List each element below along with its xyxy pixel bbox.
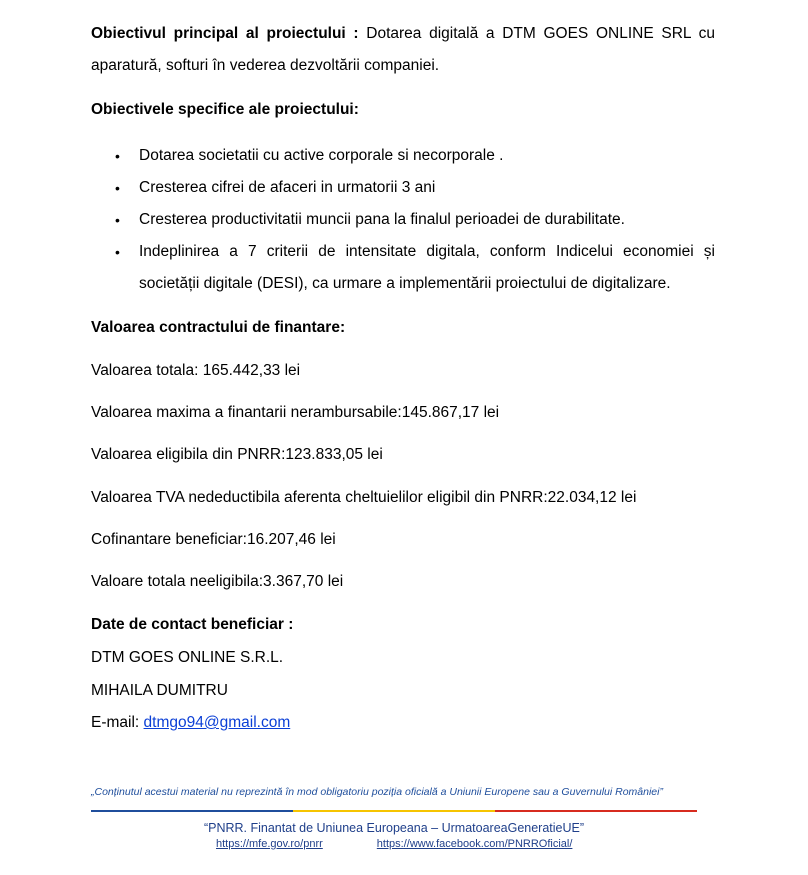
list-item <box>91 172 715 204</box>
contract-values <box>91 361 715 592</box>
email-label: E-mail: <box>91 714 144 731</box>
bullet-icon: • <box>115 180 120 196</box>
bullet-icon: • <box>115 148 120 164</box>
facebook-link[interactable]: https://www.facebook.com/PNRROficial/ <box>376 838 573 850</box>
mfe-link[interactable]: https://mfe.gov.ro/pnrr <box>216 838 323 850</box>
email-link[interactable]: dtmgo94@gmail.com <box>143 714 291 731</box>
bullet-icon: • <box>115 244 120 260</box>
main-objective-label: Obiectivul principal al proiectului : <box>91 25 359 42</box>
contract-value-heading: Valoarea contractului de finantare: <box>91 319 346 336</box>
contact-company: DTM GOES ONLINE S.R.L. <box>91 649 284 666</box>
value-total-ineligible: Valoare totala neeligibila:3.367,70 lei <box>91 573 344 590</box>
value-vat-nondeductible: Valoarea TVA nedeductibila aferenta cheltuielilor eligibil din PNRR:22.034,12 lei <box>91 489 637 506</box>
value-total: Valoarea totala: 165.442,33 lei <box>91 362 301 379</box>
bullet-icon: • <box>115 212 120 228</box>
list-item-text: Indeplinirea a 7 criterii de intensitate digitala, conform Indicelui economiei și societății digitale (DESI), ca urmare a implementării proiectului de digitalizare. <box>139 243 715 292</box>
list-item-text: Dotarea societatii cu active corporale si necorporale . <box>139 147 504 164</box>
footer-links <box>216 838 572 850</box>
list-item-text: Cresterea productivitatii muncii pana la finalul perioadei de durabilitate. <box>139 211 625 228</box>
main-objective-paragraph <box>91 18 715 82</box>
list-item-text: Cresterea cifrei de afaceri in urmatorii 3 ani <box>139 179 436 196</box>
flag-stripe-red <box>495 810 697 812</box>
specific-objectives-list <box>91 140 715 300</box>
footer-title: “PNRR. Finantat de Uniunea Europeana – UrmatoareaGeneratieUE” <box>203 821 585 835</box>
footer-disclaimer: „Conținutul acestui material nu reprezintă în mod obligatoriu poziția oficială a Uniunii Europene sau a Guvernului României” <box>91 786 663 798</box>
list-item <box>91 204 715 236</box>
footer-flag-bar <box>91 810 697 812</box>
value-eligible-pnrr: Valoarea eligibila din PNRR:123.833,05 lei <box>91 446 383 463</box>
contact-heading: Date de contact beneficiar : <box>91 616 294 633</box>
flag-stripe-blue <box>91 810 293 812</box>
specific-objectives-heading: Obiectivele specifice ale proiectului: <box>91 101 359 118</box>
value-max-nonrefundable: Valoarea maxima a finantarii nerambursabile:145.867,17 lei <box>91 404 500 421</box>
main-objective-text: Dotarea digitală a DTM GOES ONLINE SRL cu aparatură, softuri în vederea dezvoltării companiei. <box>91 25 715 74</box>
contact-email-line <box>91 713 715 733</box>
list-item <box>91 140 715 172</box>
value-cofinancing: Cofinantare beneficiar:16.207,46 lei <box>91 531 336 548</box>
contact-person: MIHAILA DUMITRU <box>91 682 228 699</box>
document-body <box>91 18 715 733</box>
flag-stripe-yellow <box>293 810 495 812</box>
list-item <box>91 236 715 300</box>
